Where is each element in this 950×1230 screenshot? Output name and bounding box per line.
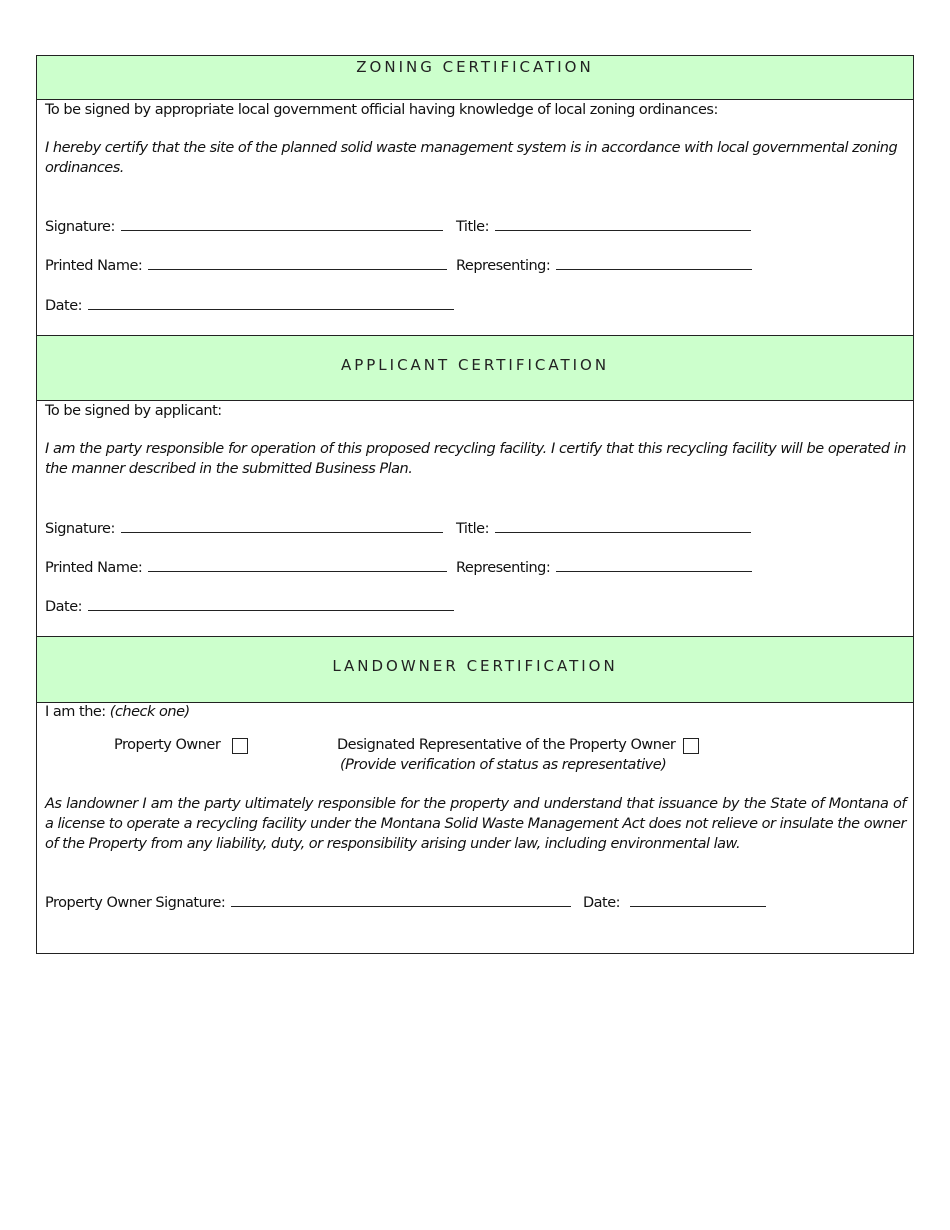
zoning-printed-name-label: Printed Name: <box>45 258 143 274</box>
zoning-representing-line[interactable] <box>556 255 752 270</box>
owner-date-line[interactable] <box>630 892 766 907</box>
applicant-certification-header <box>37 336 913 401</box>
applicant-printed-name-label: Printed Name: <box>45 560 143 576</box>
zoning-date-label: Date: <box>45 298 83 314</box>
landowner-iam-label: I am the: <box>45 704 106 720</box>
zoning-printed-name-field[interactable] <box>45 255 447 276</box>
applicant-date-field[interactable] <box>45 596 454 617</box>
applicant-date-label: Date: <box>45 599 83 615</box>
applicant-title-line[interactable] <box>495 518 751 533</box>
zoning-signature-line[interactable] <box>121 216 443 231</box>
zoning-printed-name-line[interactable] <box>148 255 447 270</box>
zoning-representing-field[interactable] <box>456 255 752 276</box>
zoning-signature-field[interactable] <box>45 216 443 237</box>
landowner-certification-title: LANDOWNER CERTIFICATION <box>332 657 618 675</box>
landowner-statement: As landowner I am the party ultimately responsible for the property and understand that issuance by the State of Montana of a license to operate a recycling facility under the Montana Solid Waste Management Act does not relieve or insulate the owner of the Property from any liability, duty, or responsibility arising under law, including environmental law. <box>45 796 906 852</box>
zoning-date-field[interactable] <box>45 295 454 316</box>
certification-form <box>36 55 914 954</box>
designated-rep-checkbox[interactable] <box>683 738 699 754</box>
applicant-printed-name-field[interactable] <box>45 557 447 578</box>
applicant-date-line[interactable] <box>88 596 454 611</box>
applicant-signature-label: Signature: <box>45 521 115 537</box>
applicant-certification-title: APPLICANT CERTIFICATION <box>340 356 610 374</box>
zoning-certification-title: ZONING CERTIFICATION <box>356 58 594 76</box>
applicant-signature-field[interactable] <box>45 518 443 539</box>
owner-date-label: Date: <box>583 895 621 911</box>
rep-verification-note: (Provide verification of status as representative) <box>340 757 667 773</box>
owner-signature-line[interactable] <box>231 892 571 907</box>
zoning-representing-label: Representing: <box>456 258 551 274</box>
zoning-date-line[interactable] <box>88 295 454 310</box>
option-designated-rep-label: Designated Representative of the Property Owner <box>337 737 676 753</box>
option-property-owner-label: Property Owner <box>114 737 221 753</box>
zoning-instruction: To be signed by appropriate local government official having knowledge of local zoning ordinances: <box>45 102 718 118</box>
landowner-check-one: (check one) <box>109 704 190 720</box>
owner-date-field[interactable] <box>583 892 766 913</box>
applicant-certification-section <box>37 401 913 637</box>
zoning-title-label: Title: <box>456 219 489 235</box>
applicant-instruction: To be signed by applicant: <box>45 403 222 419</box>
applicant-printed-name-line[interactable] <box>148 557 447 572</box>
applicant-representing-label: Representing: <box>456 560 551 576</box>
landowner-certification-header <box>37 637 913 703</box>
zoning-certification-section <box>37 100 913 336</box>
owner-signature-label: Property Owner Signature: <box>45 895 226 911</box>
applicant-statement: I am the party responsible for operation of this proposed recycling facility. I certify that this recycling facility will be operated in the manner described in the submitted Business Plan. <box>45 441 906 477</box>
applicant-title-label: Title: <box>456 521 489 537</box>
applicant-representing-field[interactable] <box>456 557 752 578</box>
property-owner-checkbox[interactable] <box>232 738 248 754</box>
applicant-representing-line[interactable] <box>556 557 752 572</box>
zoning-title-field[interactable] <box>456 216 751 237</box>
owner-signature-field[interactable] <box>45 892 571 913</box>
zoning-certification-header <box>37 56 913 100</box>
zoning-signature-label: Signature: <box>45 219 115 235</box>
zoning-title-line[interactable] <box>495 216 751 231</box>
applicant-signature-line[interactable] <box>121 518 443 533</box>
zoning-statement: I hereby certify that the site of the planned solid waste management system is in accordance with local governmental zoning ordinances. <box>45 140 898 176</box>
landowner-iam-row <box>45 702 190 722</box>
landowner-certification-section <box>37 703 913 953</box>
applicant-title-field[interactable] <box>456 518 751 539</box>
